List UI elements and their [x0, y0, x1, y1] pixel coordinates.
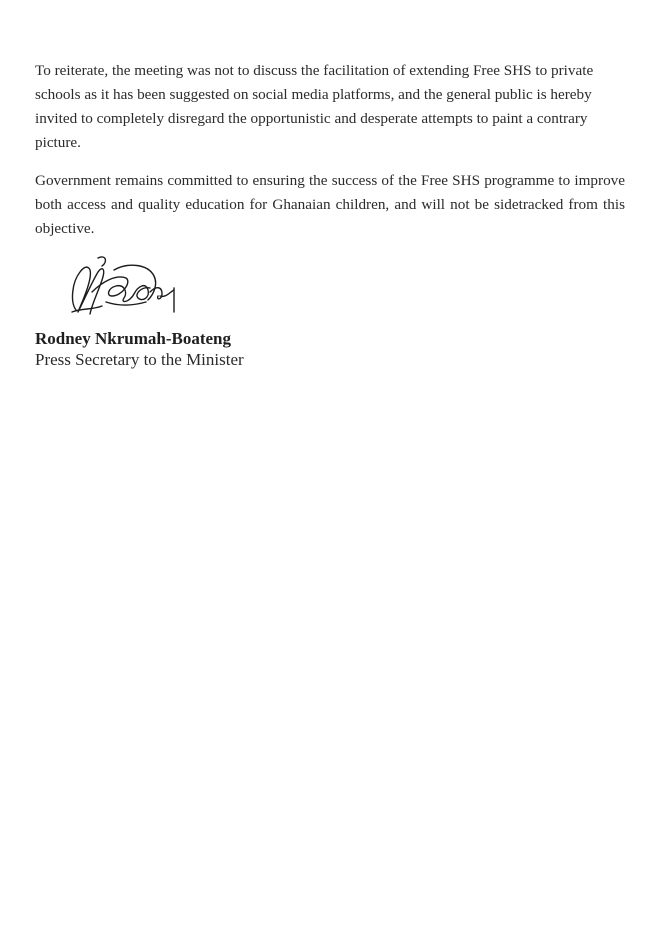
signatory-name: Rodney Nkrumah-Boateng	[35, 329, 231, 348]
body-paragraph-commitment: Government remains committed to ensuring the success of the Free SHS programme to improve both access and quality education for Ghanaian children, and will not be sidetracked from this objective.	[35, 172, 625, 237]
handwritten-signature	[62, 252, 182, 324]
body-paragraph-reiteration: To reiterate, the meeting was not to discuss the facilitation of extending Free SHS to private schools as it has been suggested on social media platforms, and the general public is hereby invited to completely disregard the opportunistic and desperate attempts to paint a contrary picture.	[35, 62, 594, 151]
signatory-title: Press Secretary to the Minister	[35, 350, 244, 369]
